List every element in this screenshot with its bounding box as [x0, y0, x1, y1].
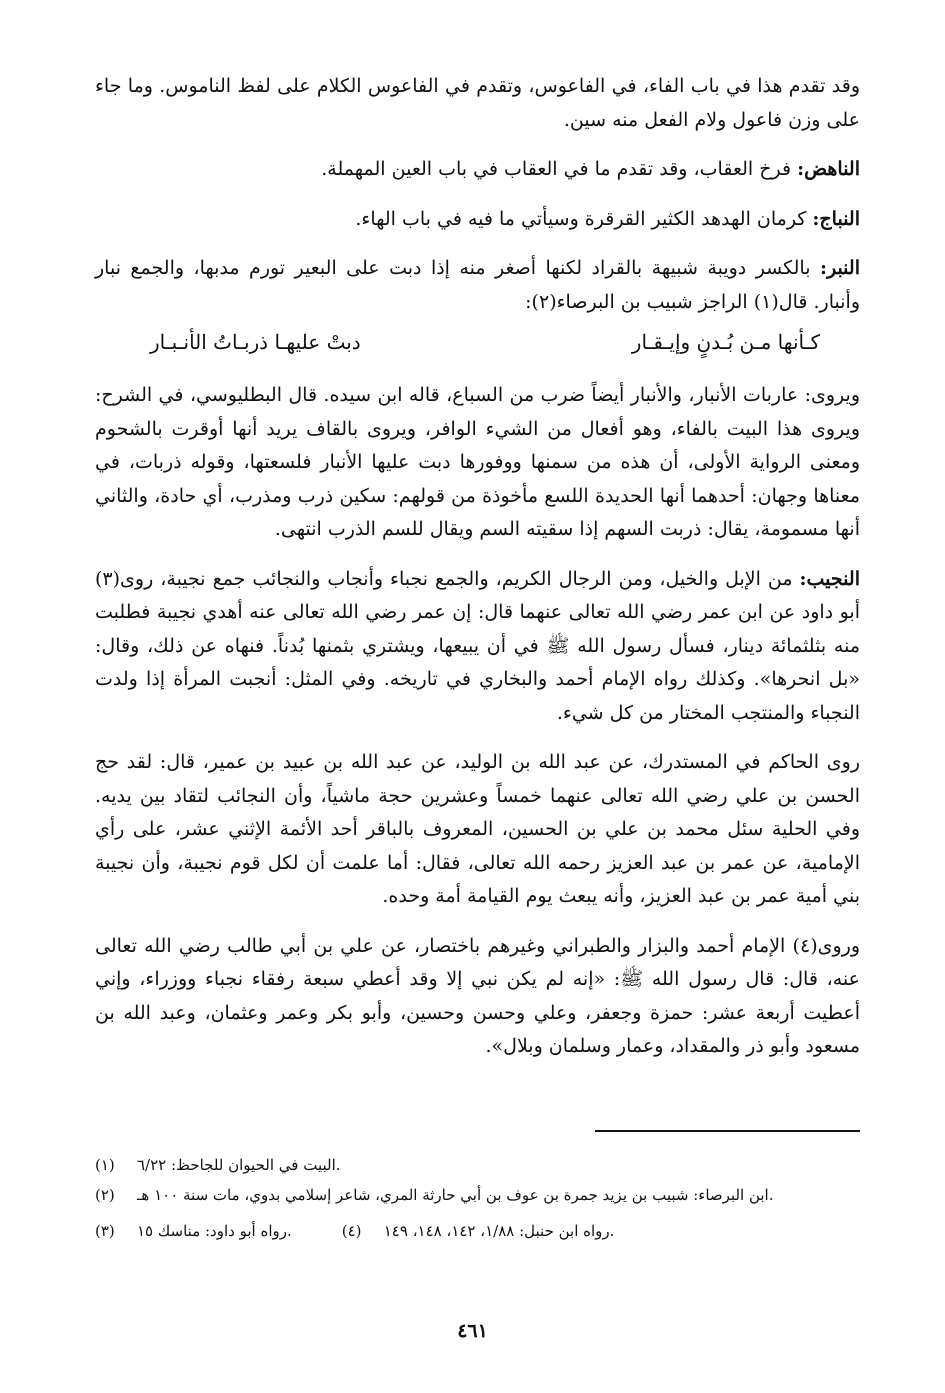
footnote-row-3-4 [95, 1216, 860, 1246]
entry-alnajib [95, 563, 860, 731]
footnote-text: البيت في الحيوان للجاحظ: ٦/٢٢. [137, 1156, 341, 1174]
verse-hemistich-right: كـأنها مـن بُـدنٍ وإيـقـار [631, 330, 820, 354]
paragraph-text: روى الحاكم في المستدرك، عن عبد الله بن الوليد، عن عبد الله بن عبيد بن عمير، قال: لقد حج الحسن بن علي رضي الله تعالى عنهما خمساً وعشرين حجة ماشياً، وأن النجائب لتقاد بين يديه. وفي الحلية سئل محمد بن علي بن الحسين، المعروف بالباقر أحد الأئمة الإثني عشر، على رأي الإمامية، عن عمر بن عبد العزيز رحمه الله تعالى، فقال: أما علمت أن لكل قوم نجيبة، وأن نجيبة بني أمية عمر بن عبد العزيز، وأنه يبعث يوم القيامة أمة وحده. [95, 751, 860, 907]
paragraph-commentary [95, 379, 860, 547]
page-number: ٤٦١ [457, 1320, 488, 1342]
verse-hemistich-left: دبتْ عليهـا ذربـاتُ الأنـبـار [150, 330, 361, 354]
footnote-number: (٤) [341, 1222, 362, 1240]
footnote-text: رواه أبو داود: مناسك ١٥. [137, 1222, 292, 1240]
paragraph-text: وقد تقدم هذا في باب الفاء، في الفاعوس، وتقدم في الفاعوس الكلام على لفظ الناموس. وما جاء على وزن فاعول ولام الفعل منه سين. [95, 75, 860, 131]
footnote-number: (٣) [95, 1222, 115, 1240]
entry-alnabbaj [95, 203, 860, 237]
entry-term: النجيب: [799, 567, 860, 590]
paragraph-text: ويروى: عاربات الأنبار، والأنبار أيضاً ضرب من السباع، قاله ابن سيده. قال البطليوسي، في الشرح: ويروى هذا البيت بالفاء، وهو أفعال من الشيء الوافر، ويروى بالقاف يريد أنها أوقرت بالشحوم ومعنى الرواية الأولى، أن هذه من سمنها ووفورها دبت عليها الأنبار فلسعتها، وقوله ذربات، في معناها وجهان: أحدهما أنها الحديدة اللسع مأخوذة من قولهم: سكين ذرب ومذرب، أي حادة، والثاني أنها مسمومة، يقال: ذربت السهم إذا سقيته السم ويقال للسم الذرب انتهى. [95, 384, 860, 540]
entry-alnahid [95, 153, 860, 187]
entry-alnibr [95, 252, 860, 319]
footnote-text: رواه ابن حنبل: ١/٨٨، ١٤٢، ١٤٨، ١٤٩. [383, 1222, 615, 1240]
footnote-number: (١) [95, 1156, 115, 1174]
footnote-divider [595, 1130, 860, 1132]
entry-term: الناهض: [797, 158, 860, 180]
paragraph-text: وروى(٤) الإمام أحمد والبزار والطبراني وغيرهم باختصار، عن علي بن أبي طالب رضي الله تعالى عنه، قال: قال رسول الله ﷺ: «إنه لم يكن نبي إلا وقد أعطي سبعة رفقاء نجباء ووزراء، وإني أعطيت أربعة عشر: حمزة وجعفر، وعلي وحسن وحسين، وأبو بكر وعمر وعثمان، وعبد الله بن مسعود وأبو ذر والمقداد، وعمار وسلمان وبلال». [95, 934, 860, 1057]
paragraph-hadith [95, 930, 860, 1064]
paragraph-text: من الإبل والخيل، ومن الرجال الكريم، والجمع نجباء وأنجاب والنجائب جمع نجيبة، روى(٣) أبو داود عن ابن عمر رضي الله تعالى عنهما قال: إن عمر رضي الله تعالى عنه أهدي نجيبة فطلبت منه بثلثمائة دينار، فسأل رسول الله ﷺ في أن يبيعها، ويشتري بثمنها بُدناً. فنهاه عن ذلك، وقال: «بل انحرها». وكذلك رواه الإمام أحمد والبخاري في تاريخه. وفي المثل: أنجبت المرأة إذا ولدت النجباء والمنتجب المختار من كل شيء. [95, 567, 860, 724]
paragraph-intro [95, 70, 860, 137]
poetry-verse [95, 325, 860, 359]
entry-term: النباج: [812, 207, 860, 230]
footnote-1 [95, 1150, 860, 1180]
entry-term: النبر: [819, 257, 860, 279]
footnote-text: ابن البرصاء: شبيب بن يزيد جمرة بن عوف بن أبي حارثة المري، شاعر إسلامي بدوي، مات سنة ١٠٠ هـ. [137, 1186, 774, 1204]
paragraph-text: بالكسر دويبة شبيهة بالقراد لكنها أصغر منه إذا دبت على البعير تورم مدبها، والجمع نبار وأنبار. قال(١) الراجز شبيب بن البرصاء(٢): [95, 257, 860, 313]
paragraph-hakim [95, 746, 860, 914]
footnote-4 [342, 1216, 615, 1246]
paragraph-text: كرمان الهدهد الكثير القرقرة وسيأتي ما فيه في باب الهاء. [355, 207, 813, 230]
paragraph-text: فرخ العقاب، وقد تقدم ما في العقاب في باب العين المهملة. [321, 158, 798, 180]
footnote-2 [95, 1180, 860, 1210]
footnote-number: (٢) [95, 1186, 115, 1204]
footnotes [95, 1150, 860, 1246]
footnote-3 [95, 1216, 292, 1246]
